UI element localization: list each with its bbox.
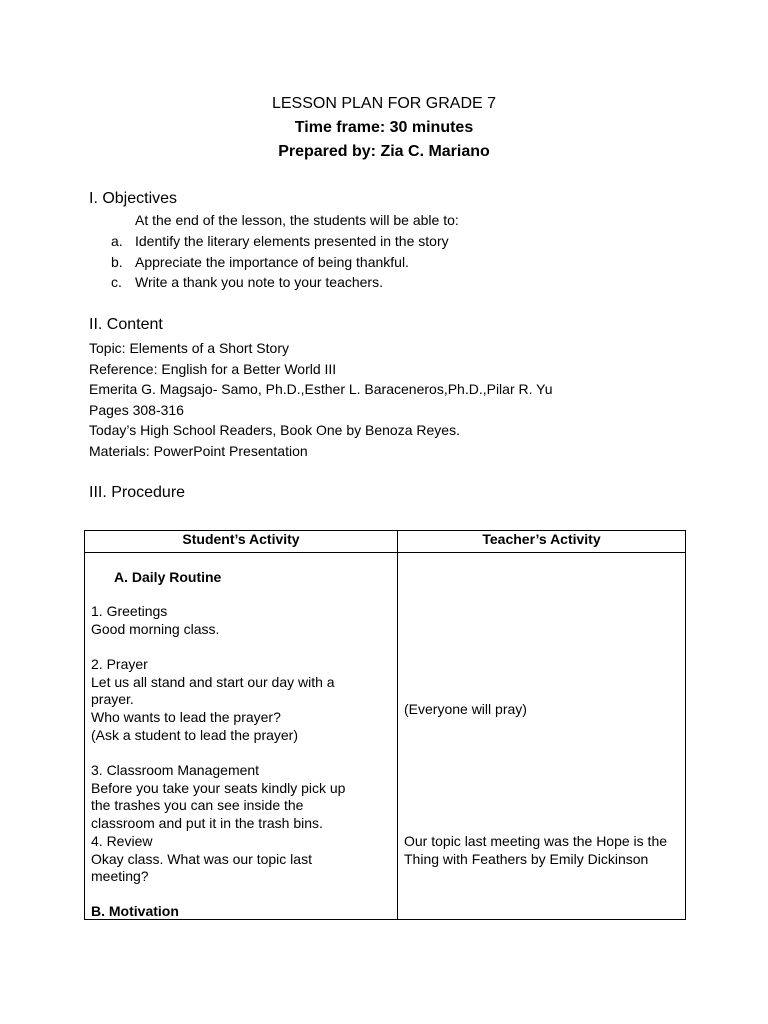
teacher-topic-line: Our topic last meeting was the Hope is the xyxy=(404,833,668,849)
title-block xyxy=(0,92,768,164)
greetings-title: 1. Greetings xyxy=(91,603,168,619)
teacher-activity-cell xyxy=(398,553,686,920)
content-reference: Reference: English for a Better World III xyxy=(89,360,337,377)
review-title: 4. Review xyxy=(91,833,153,849)
prayer-line: Who wants to lead the prayer? xyxy=(91,709,281,725)
content-book: Today’s High School Readers, Book One by Benoza Reyes. xyxy=(89,422,460,439)
procedure-heading: III. Procedure xyxy=(89,484,186,501)
objectives-list xyxy=(89,231,449,293)
prayer-line: prayer. xyxy=(91,691,134,707)
content-topic: Topic: Elements of a Short Story xyxy=(89,340,289,356)
list-item xyxy=(89,272,449,293)
student-activity-cell xyxy=(85,553,398,920)
greetings-text: Good morning class. xyxy=(91,621,220,637)
management-line: the trashes you can see inside the xyxy=(91,797,304,813)
content-heading: II. Content xyxy=(89,316,163,333)
list-item xyxy=(89,231,449,252)
management-line: classroom and put it in the trash bins. xyxy=(91,815,323,831)
list-item-text: Write a thank you note to your teachers. xyxy=(135,274,383,291)
prepared-by: Prepared by: Zia C. Mariano xyxy=(278,143,490,160)
teacher-activity-header: Teacher’s Activity xyxy=(398,531,686,553)
teacher-pray-text: (Everyone will pray) xyxy=(404,701,527,717)
objectives-intro: At the end of the lesson, the students will be able to: xyxy=(135,212,459,228)
document-title: LESSON PLAN FOR GRADE 7 xyxy=(271,95,497,112)
review-line: Okay class. What was our topic last xyxy=(91,851,312,867)
objectives-heading: I. Objectives xyxy=(89,190,178,207)
content-pages: Pages 308-316 xyxy=(89,401,184,418)
list-marker: a. xyxy=(111,233,123,249)
classroom-management-title: 3. Classroom Management xyxy=(91,762,260,778)
review-line: meeting? xyxy=(91,868,149,884)
daily-routine-heading: A. Daily Routine xyxy=(114,569,222,585)
teacher-topic-line: Thing with Feathers by Emily Dickinson xyxy=(404,851,649,867)
list-item-text: Identify the literary elements presented in the story xyxy=(135,233,449,249)
motivation-heading: B. Motivation xyxy=(91,903,179,919)
list-item xyxy=(89,252,449,273)
content-authors: Emerita G. Magsajo- Samo, Ph.D.,Esther L. Baraceneros,Ph.D.,Pilar R. Yu xyxy=(89,381,553,398)
table-row xyxy=(85,553,686,920)
student-activity-header: Student’s Activity xyxy=(85,531,398,553)
list-marker: b. xyxy=(111,253,123,270)
list-item-text: Appreciate the importance of being thankful. xyxy=(135,253,409,270)
content-lines xyxy=(89,338,553,462)
procedure-table xyxy=(84,530,686,920)
management-line: Before you take your seats kindly pick up xyxy=(91,780,346,796)
prayer-line: (Ask a student to lead the prayer) xyxy=(91,727,298,743)
table-header-row xyxy=(85,531,686,553)
prayer-title: 2. Prayer xyxy=(91,656,148,672)
prayer-line: Let us all stand and start our day with a xyxy=(91,674,335,690)
time-frame: Time frame: 30 minutes xyxy=(294,119,474,136)
list-marker: c. xyxy=(111,274,122,291)
content-materials: Materials: PowerPoint Presentation xyxy=(89,442,308,459)
